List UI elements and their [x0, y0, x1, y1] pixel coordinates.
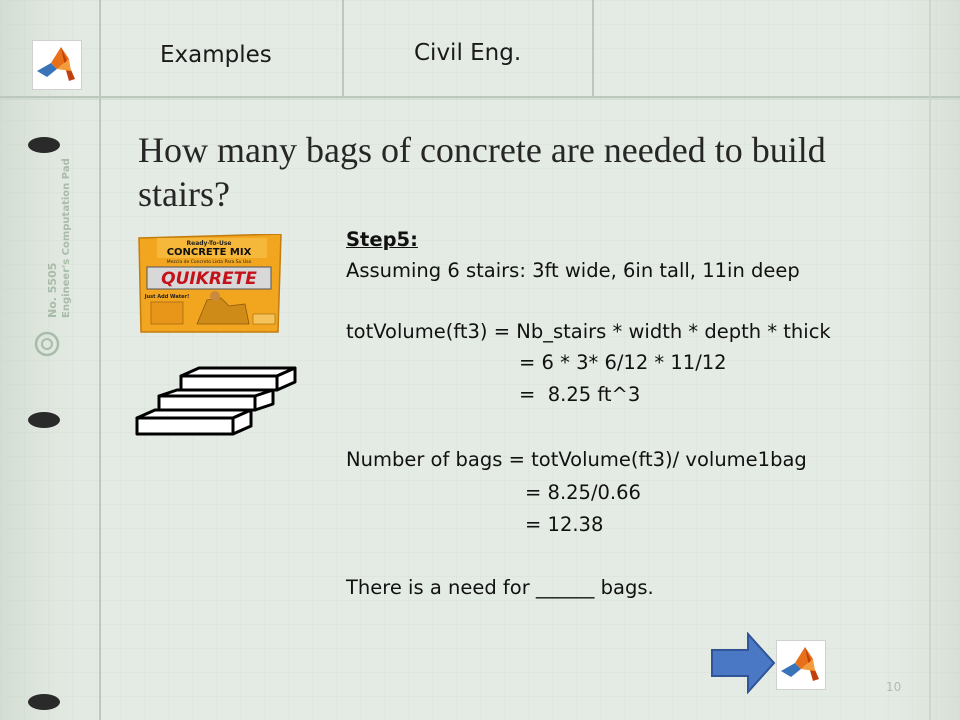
bags-result: = 12.38 — [525, 513, 604, 536]
matlab-logo-link[interactable] — [776, 640, 826, 690]
stairs-diagram — [135, 366, 300, 438]
bag-brand-text: QUIKRETE — [161, 269, 257, 289]
bags-formula: Number of bags = totVolume(ft3)/ volume1bag — [346, 448, 807, 471]
matlab-logo-icon — [33, 41, 81, 89]
page-number: 10 — [886, 680, 902, 694]
binder-hole — [28, 694, 60, 710]
binder-hole — [28, 137, 60, 153]
paper-brand-number: No. 5505 — [46, 262, 59, 318]
volume-calculation: = 6 * 3* 6/12 * 11/12 — [519, 351, 727, 374]
volume-formula: totVolume(ft3) = Nb_stairs * width * depth * thick — [346, 320, 831, 343]
concrete-bag-image — [137, 234, 283, 334]
header-examples-label: Examples — [160, 42, 272, 68]
header-course-label: Civil Eng. — [414, 40, 522, 66]
binder-hole — [28, 412, 60, 428]
matlab-logo-header[interactable] — [32, 40, 82, 90]
next-slide-arrow-button[interactable] — [710, 632, 776, 694]
bag-label-title: CONCRETE MIX — [166, 247, 252, 258]
paper-brand-text: Engineer's Computation Pad — [61, 158, 72, 318]
conclusion-text: There is a need for ______ bags. — [346, 576, 654, 599]
bag-label-small: Ready-To-Use — [186, 240, 232, 247]
bags-calculation: = 8.25/0.66 — [525, 481, 641, 504]
bag-sub-text: Just Add Water! — [144, 294, 190, 300]
bag-label-spanish: Mezcla de Concreto Lista Para Su Uso — [166, 260, 252, 265]
assumption-text: Assuming 6 stairs: 3ft wide, 6in tall, 11in deep — [346, 259, 800, 282]
matlab-logo-icon — [777, 641, 825, 689]
arrow-right-icon — [712, 634, 774, 692]
step-heading: Step5: — [346, 228, 418, 251]
volume-result: = 8.25 ft^3 — [519, 383, 641, 406]
question-heading: How many bags of concrete are needed to build stairs? — [138, 130, 826, 214]
